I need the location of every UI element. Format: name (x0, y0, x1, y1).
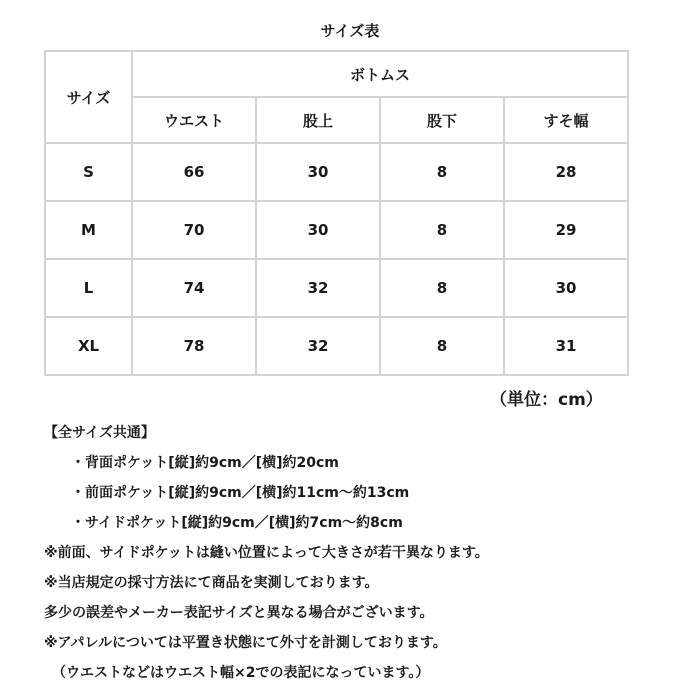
table-row (45, 143, 628, 201)
size-table (44, 50, 629, 376)
table-cell: 30 (256, 201, 380, 259)
page-title: サイズ表 (320, 22, 380, 40)
size-label: XL (45, 317, 132, 375)
pocket-note: ・背面ポケット[縦]約9cm／[横]約20cm (71, 455, 339, 471)
table-row (45, 317, 628, 375)
size-label: L (45, 259, 132, 317)
table-cell: 78 (132, 317, 256, 375)
remark-line: ※アパレルについては平置き状態にて外寸を計測しております。 (44, 635, 447, 651)
table-cell: 32 (256, 317, 380, 375)
table-cell: 8 (380, 201, 504, 259)
pocket-note: ・サイドポケット[縦]約9cm／[横]約7cm～約8cm (71, 515, 403, 531)
table-cell: 29 (504, 201, 628, 259)
column-header-waist: ウエスト (132, 97, 256, 143)
table-cell: 30 (256, 143, 380, 201)
table-cell: 28 (504, 143, 628, 201)
size-header: サイズ (45, 51, 132, 143)
table-cell: 30 (504, 259, 628, 317)
column-header-hem-width: すそ幅 (504, 97, 628, 143)
column-header-inseam: 股下 (380, 97, 504, 143)
table-row (45, 259, 628, 317)
table-cell: 31 (504, 317, 628, 375)
column-header-rise: 股上 (256, 97, 380, 143)
table-cell: 8 (380, 143, 504, 201)
table-cell: 66 (132, 143, 256, 201)
table-row (45, 201, 628, 259)
notes-heading: 【全サイズ共通】 (44, 425, 155, 441)
remark-line: ※当店規定の採寸方法にて商品を実測しております。 (44, 575, 379, 591)
unit-label: （単位：cm） (490, 390, 603, 410)
table-cell: 8 (380, 259, 504, 317)
size-label: M (45, 201, 132, 259)
remark-line: （ウエストなどはウエスト幅×2での表記になっています。） (52, 665, 430, 681)
bottoms-header: ボトムス (132, 51, 628, 97)
pocket-note: ・前面ポケット[縦]約9cm／[横]約11cm～約13cm (71, 485, 410, 501)
table-cell: 70 (132, 201, 256, 259)
table-cell: 74 (132, 259, 256, 317)
table-cell: 8 (380, 317, 504, 375)
remark-line: 多少の誤差やメーカー表記サイズと異なる場合がございます。 (44, 605, 434, 621)
remark-line: ※前面、サイドポケットは縫い位置によって大きさが若干異なります。 (44, 545, 489, 561)
size-label: S (45, 143, 132, 201)
notes-section (44, 418, 694, 688)
table-cell: 32 (256, 259, 380, 317)
